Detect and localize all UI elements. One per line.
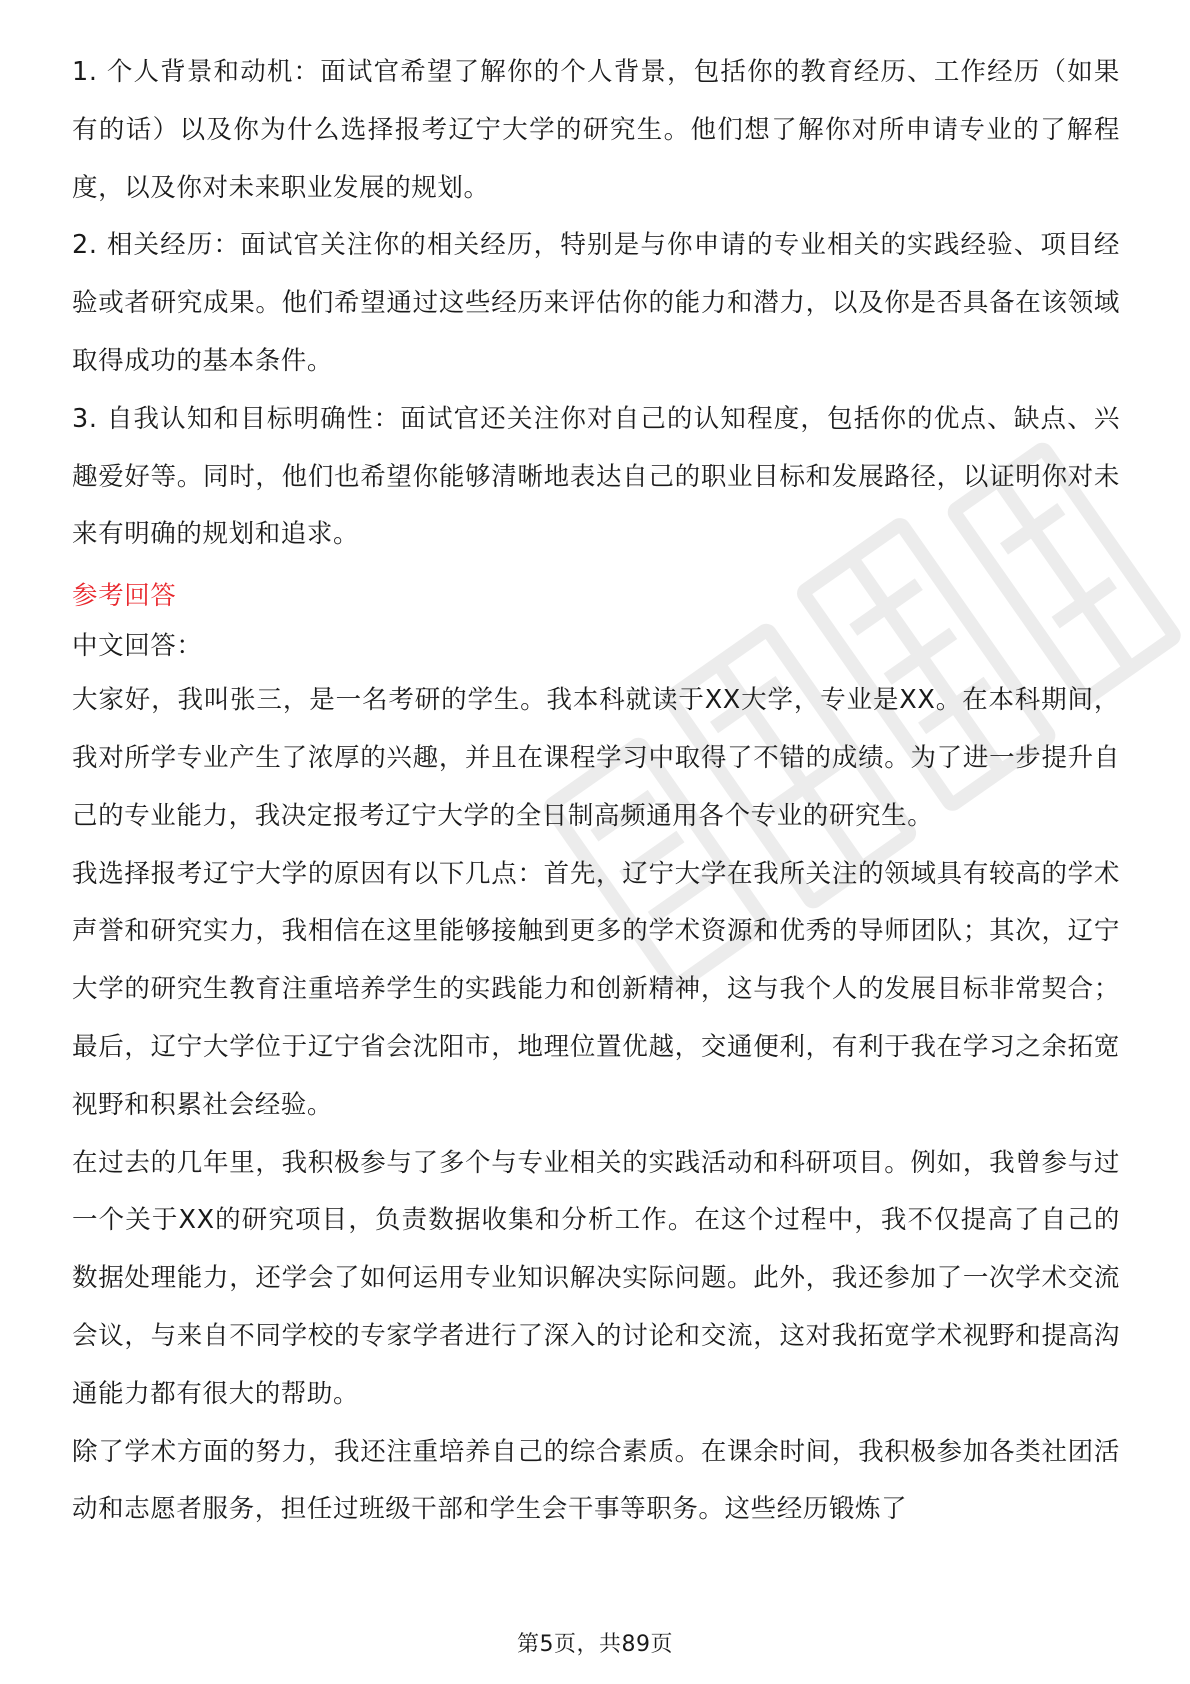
answer-paragraph: 我选择报考辽宁大学的原因有以下几点：首先，辽宁大学在我所关注的领域具有较高的学术声誉和研究实力，我相信在这里能够接触到更多的学术资源和优秀的导师团队；其次，辽宁大学的研究生教育注重培养学生的实践能力和创新精神，这与我个人的发展目标非常契合；最后，辽宁大学位于辽宁省会沈阳市，地理位置优越，交通便利，有利于我在学习之余拓宽视野和积累社会经验。 xyxy=(72,858,1120,1120)
answer-paragraph: 在过去的几年里，我积极参与了多个与专业相关的实践活动和科研项目。例如，我曾参与过一个关于XX的研究项目，负责数据收集和分析工作。在这个过程中，我不仅提高了自己的数据处理能力，还学会了如何运用专业知识解决实际问题。此外，我还参加了一次学术交流会议，与来自不同学校的专家学者进行了深入的讨论和交流，这对我拓宽学术视野和提高沟通能力都有很大的帮助。 xyxy=(72,1147,1120,1409)
page-number: 第5页，共89页 xyxy=(517,1632,673,1657)
chinese-answer-label: 中文回答： xyxy=(72,631,203,662)
question-point-1: 1. 个人背景和动机：面试官希望了解你的个人背景，包括你的教育经历、工作经历（如果有的话）以及你为什么选择报考辽宁大学的研究生。他们想了解你对所申请专业的了解程度，以及你对未来职业发展的规划。 xyxy=(72,57,1120,203)
answer-paragraph: 除了学术方面的努力，我还注重培养自己的综合素质。在课余时间，我积极参加各类社团活动和志愿者服务，担任过班级干部和学生会干事等职务。这些经历锻炼了 xyxy=(72,1436,1120,1525)
page-content xyxy=(72,44,1120,1539)
question-point-3: 3. 自我认知和目标明确性：面试官还关注你对自己的认知程度，包括你的优点、缺点、兴趣爱好等。同时，他们也希望你能够清晰地表达自己的职业目标和发展路径，以证明你对未来有明确的规划和追求。 xyxy=(72,403,1120,550)
reference-answer-heading: 参考回答 xyxy=(72,581,177,612)
answer-paragraph: 大家好，我叫张三，是一名考研的学生。我本科就读于XX大学，专业是XX。在本科期间，我对所学专业产生了浓厚的兴趣，并且在课程学习中取得了不错的成绩。为了进一步提升自己的专业能力，我决定报考辽宁大学的全日制高频通用各个专业的研究生。 xyxy=(72,685,1120,831)
question-point-2: 2. 相关经历：面试官关注你的相关经历，特别是与你申请的专业相关的实践经验、项目经验或者研究成果。他们希望通过这些经历来评估你的能力和潜力，以及你是否具备在该领域取得成功的基本条件。 xyxy=(72,230,1120,376)
